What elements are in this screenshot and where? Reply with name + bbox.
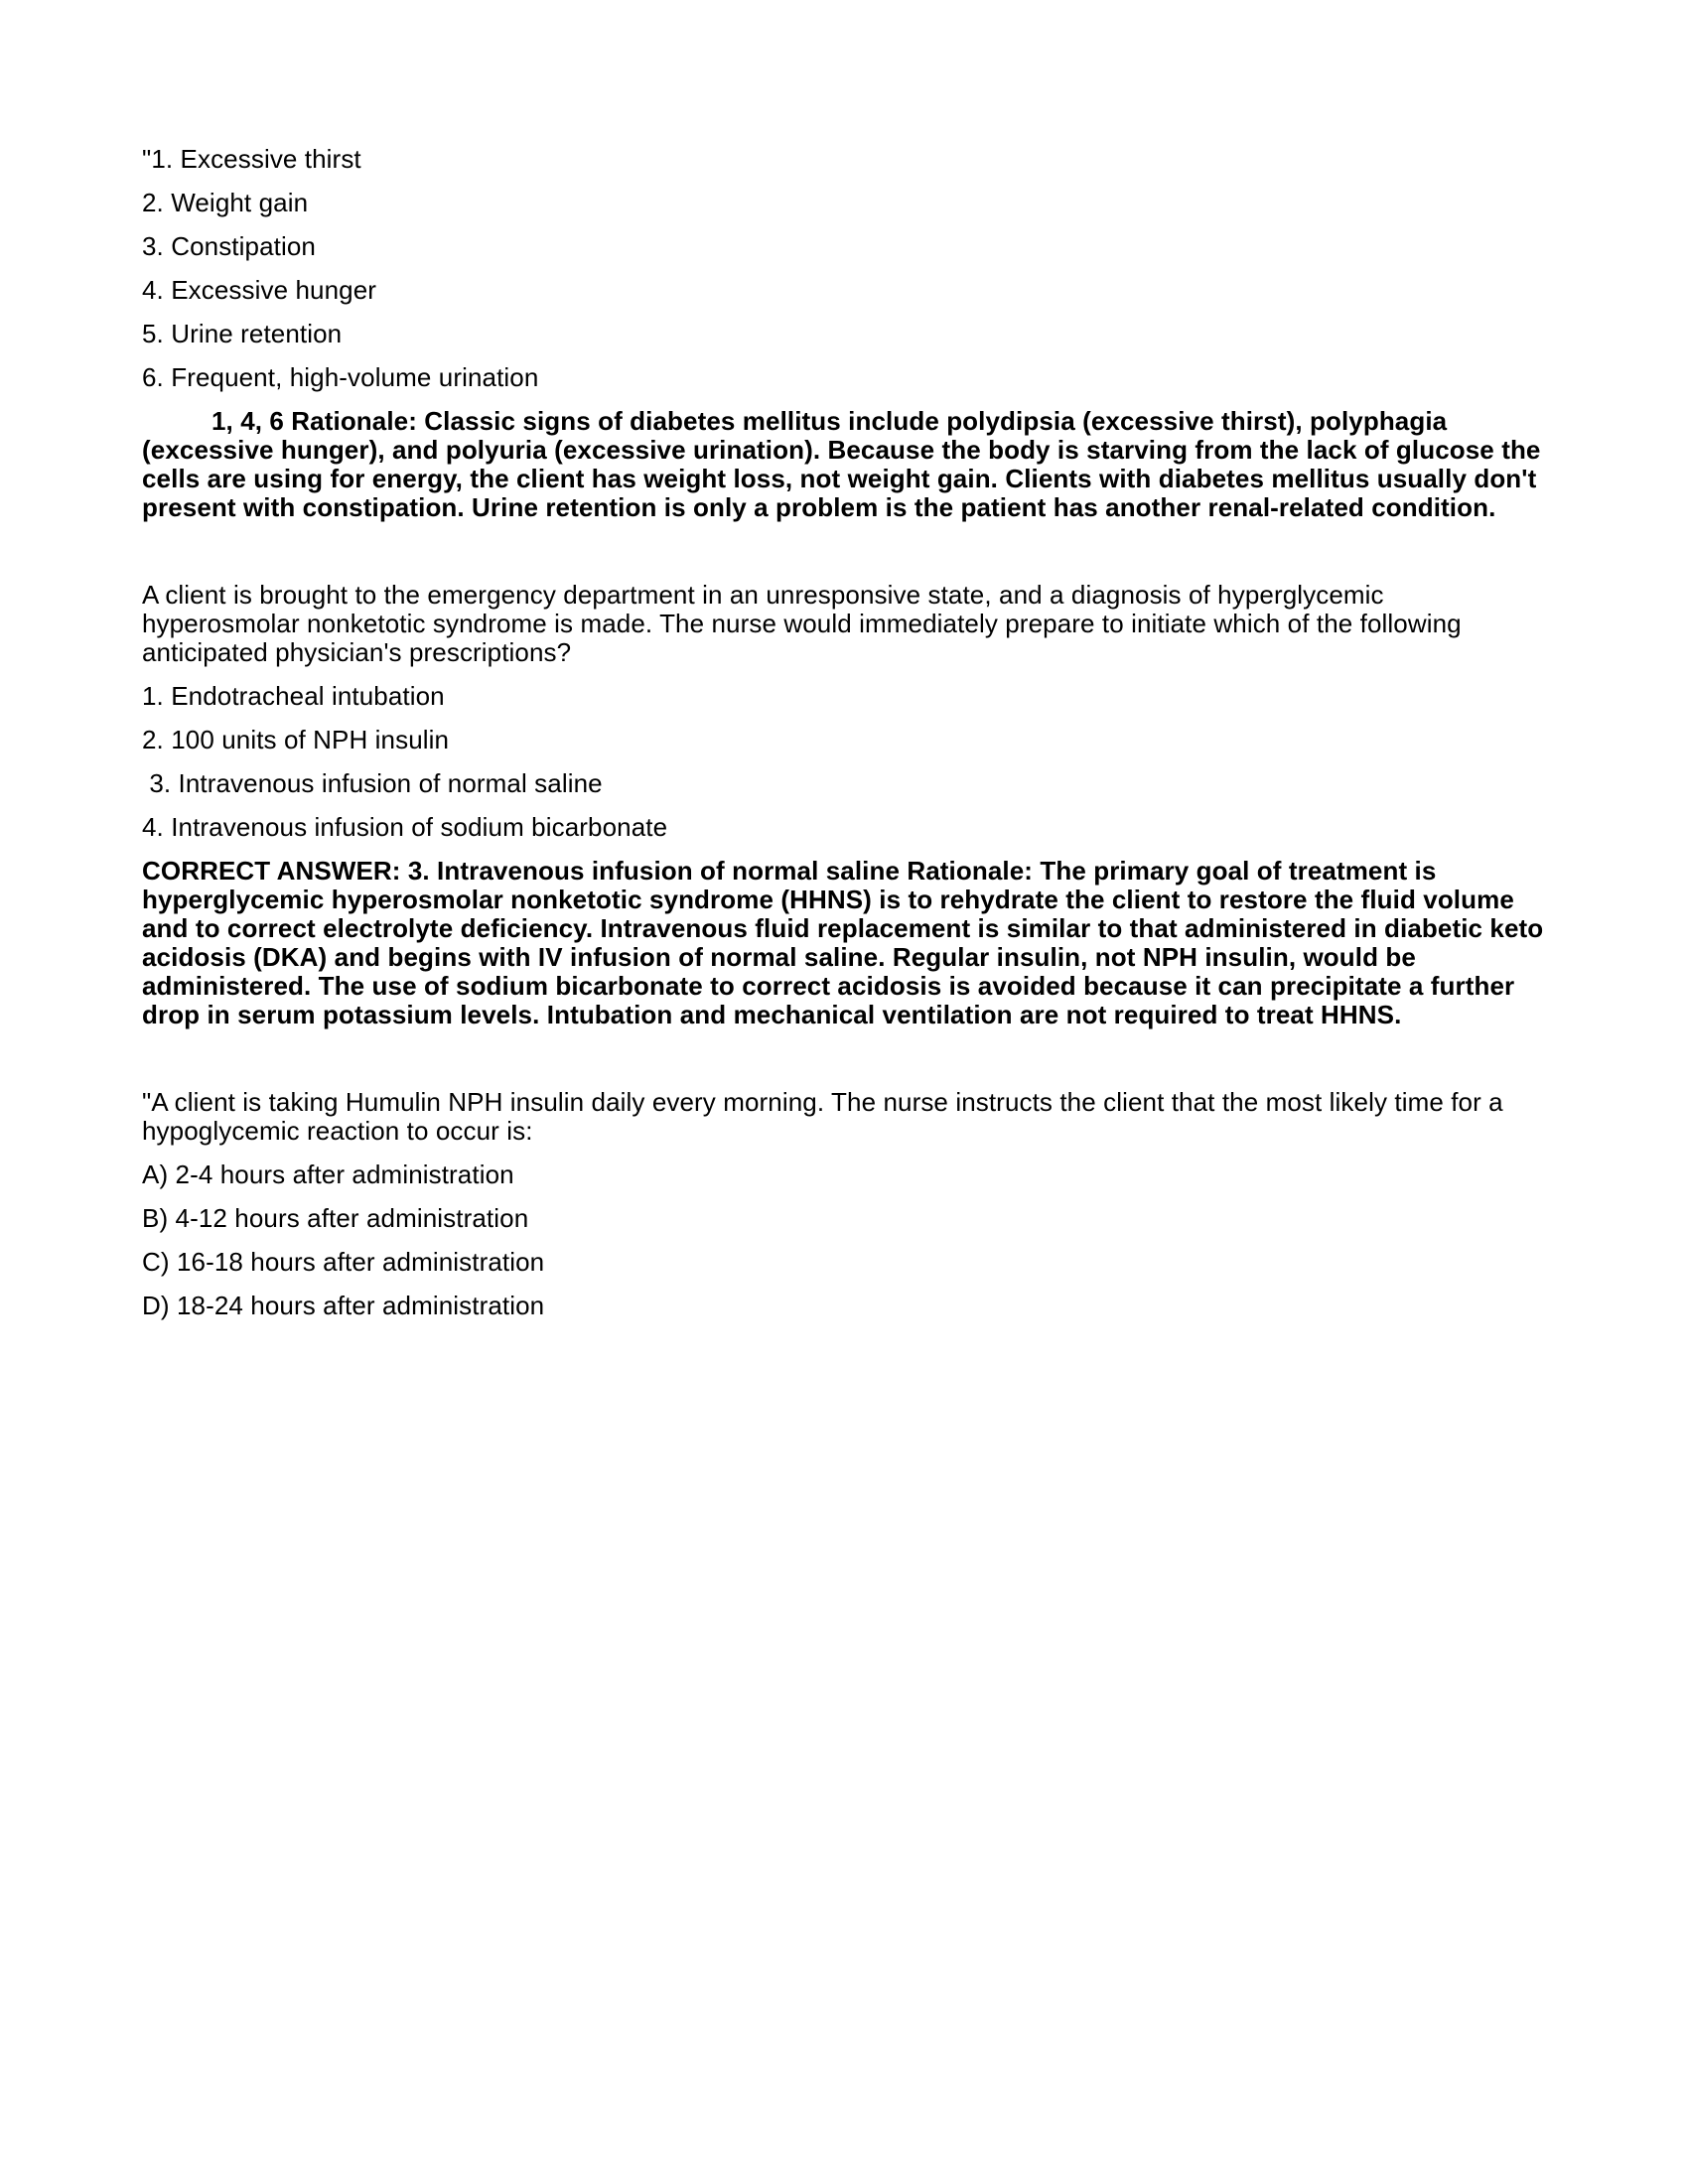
q1-option-6: 6. Frequent, high-volume urination xyxy=(142,362,539,392)
q3-option-a: A) 2-4 hours after administration xyxy=(142,1160,514,1189)
q2-answer-rationale: CORRECT ANSWER: 3. Intravenous infusion of normal saline Rationale: The primary goal of treatment is hyperglycemic hyperosmolar nonketotic syndrome (HHNS) is to rehydrate the client to restore the fluid volume and to correct electrolyte deficiency. Intravenous fluid replacement is similar to that administered in diabetic keto acidosis (DKA) and begins with IV infusion of normal saline. Regular insulin, not NPH insulin, would be administered. The use of sodium bicarbonate to correct acidosis is avoided because it can precipitate a further drop in serum potassium levels. Intubation and mechanical ventilation are not required to treat HHNS. xyxy=(142,856,1551,1029)
q2-option-3: 3. Intravenous infusion of normal saline xyxy=(142,768,603,798)
blank-line xyxy=(142,537,1544,581)
q2-option-1: 1. Endotracheal intubation xyxy=(142,681,445,711)
q3-option-c: C) 16-18 hours after administration xyxy=(142,1247,545,1277)
q1-option-2: 2. Weight gain xyxy=(142,188,309,217)
q1-option-1: "1. Excessive thirst xyxy=(142,144,361,174)
q3-option-b: B) 4-12 hours after administration xyxy=(142,1203,529,1233)
q1-option-3: 3. Constipation xyxy=(142,231,316,261)
q2-option-4: 4. Intravenous infusion of sodium bicarbonate xyxy=(142,812,668,842)
q3-option-d: D) 18-24 hours after administration xyxy=(142,1291,545,1320)
q1-rationale: 1, 4, 6 Rationale: Classic signs of diabetes mellitus include polydipsia (excessive thirst), polyphagia (excessive hunger), and polyuria (excessive urination). Because the body is starving from the lack of glucose the cells are using for energy, the client has weight loss, not weight gain. Clients with diabetes mellitus usually don't present with constipation. Urine retention is only a problem is the patient has another renal-related condition. xyxy=(142,406,1548,522)
q1-option-4: 4. Excessive hunger xyxy=(142,275,377,305)
blank-line xyxy=(142,1044,1544,1088)
q3-stem: "A client is taking Humulin NPH insulin daily every morning. The nurse instructs the client that the most likely time for a hypoglycemic reaction to occur is: xyxy=(142,1087,1511,1146)
q1-option-5: 5. Urine retention xyxy=(142,319,343,348)
q2-stem: A client is brought to the emergency department in an unresponsive state, and a diagnosis of hyperglycemic hyperosmolar nonketotic syndrome is made. The nurse would immediately prepare to initiate which of the following anticipated physician's prescriptions? xyxy=(142,580,1470,667)
q2-option-2: 2. 100 units of NPH insulin xyxy=(142,725,450,754)
